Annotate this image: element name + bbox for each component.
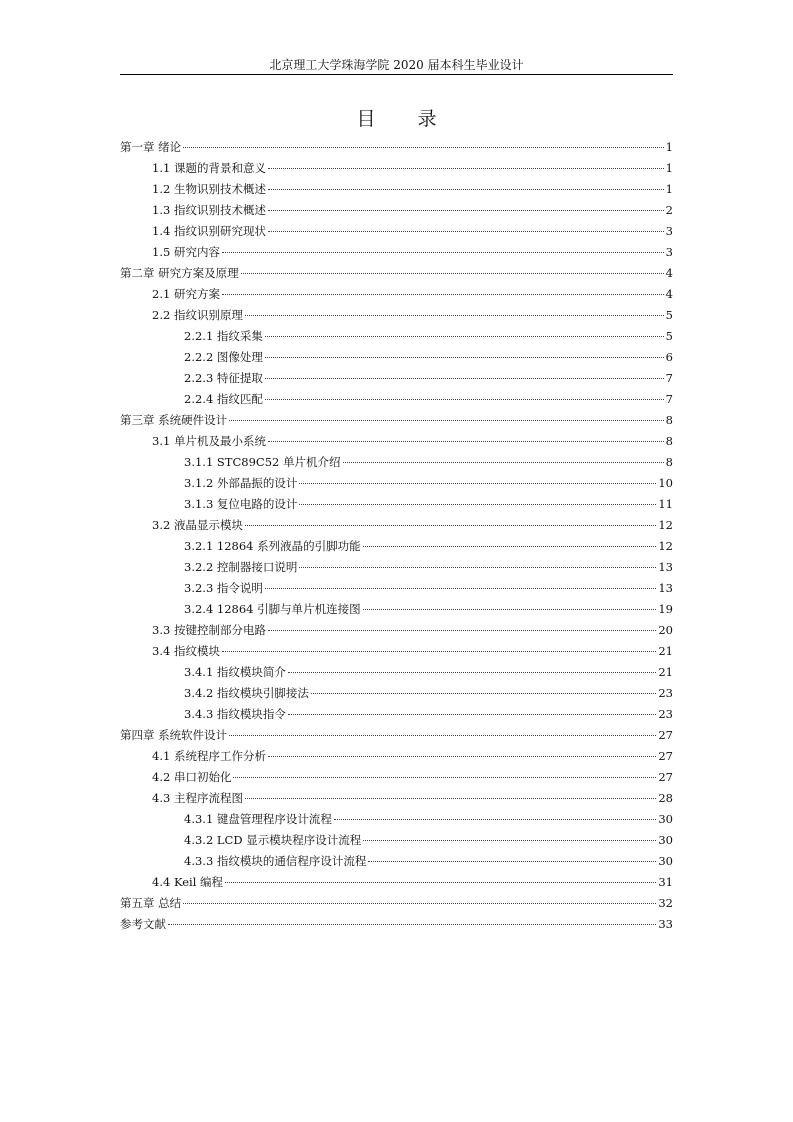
dot-leader	[265, 357, 664, 358]
toc-entry[interactable]	[120, 727, 673, 748]
toc-entry-page-number: 5	[665, 308, 673, 322]
toc-entry-label: 第三章 系统硬件设计	[120, 413, 228, 427]
toc-entry-page-number: 7	[665, 371, 673, 385]
dot-leader	[299, 483, 656, 484]
toc-entry-label: 3.2.3 指令说明	[184, 581, 263, 595]
toc-entry[interactable]	[120, 874, 673, 895]
toc-entry[interactable]	[120, 328, 673, 349]
dot-leader	[245, 525, 656, 526]
toc-entry[interactable]	[120, 475, 673, 496]
toc-entry[interactable]	[120, 391, 673, 412]
toc-entry-label: 2.1 研究方案	[152, 287, 220, 301]
toc-entry-page-number: 12	[658, 518, 673, 532]
toc-entry-page-number: 23	[658, 686, 673, 700]
dot-leader	[288, 714, 656, 715]
toc-entry[interactable]	[120, 916, 673, 937]
dot-leader	[268, 168, 664, 169]
toc-entry-label: 3.4.3 指纹模块指令	[184, 707, 286, 721]
toc-entry[interactable]	[120, 307, 673, 328]
toc-entry-label: 3.2.2 控制器接口说明	[184, 560, 298, 574]
toc-entry-label: 3.1 单片机及最小系统	[152, 434, 266, 448]
toc-entry-label: 4.3.1 键盘管理程序设计流程	[184, 812, 332, 826]
toc-entry-label: 2.2.4 指纹匹配	[184, 392, 263, 406]
toc-entry-label: 1.2 生物识别技术概述	[152, 182, 266, 196]
dot-leader	[363, 546, 657, 547]
header-rule	[120, 74, 673, 75]
toc-entry-label: 3.1.2 外部晶振的设计	[184, 476, 298, 490]
toc-entry-label: 参考文献	[120, 917, 166, 931]
dot-leader	[222, 294, 664, 295]
toc-entry-label: 3.1.3 复位电路的设计	[184, 497, 298, 511]
dot-leader	[265, 378, 664, 379]
toc-entry-page-number: 27	[658, 749, 673, 763]
dot-leader	[268, 756, 656, 757]
toc-entry[interactable]	[120, 370, 673, 391]
toc-entry-label: 4.3.3 指纹模块的通信程序设计流程	[184, 854, 367, 868]
toc-entry[interactable]	[120, 580, 673, 601]
toc-entry-label: 3.4.1 指纹模块简介	[184, 665, 286, 679]
dot-leader	[265, 588, 656, 589]
toc-entry-label: 2.2.2 图像处理	[184, 350, 263, 364]
dot-leader	[168, 924, 656, 925]
dot-leader	[183, 903, 656, 904]
toc-entry-page-number: 27	[658, 728, 673, 742]
toc-entry[interactable]	[120, 685, 673, 706]
toc-entry-label: 3.4.2 指纹模块引脚接法	[184, 686, 309, 700]
dot-leader	[245, 798, 656, 799]
toc-entry[interactable]	[120, 895, 673, 916]
dot-leader	[183, 147, 664, 148]
toc-entry-page-number: 30	[658, 812, 673, 826]
toc-entry[interactable]	[120, 286, 673, 307]
dot-leader	[225, 882, 656, 883]
toc-entry-page-number: 7	[665, 392, 673, 406]
toc-entry-page-number: 12	[658, 539, 673, 553]
dot-leader	[229, 420, 664, 421]
dot-leader	[241, 273, 664, 274]
dot-leader	[268, 210, 664, 211]
dot-leader	[368, 861, 656, 862]
dot-leader	[363, 840, 656, 841]
toc-entry-page-number: 1	[665, 182, 673, 196]
toc-entry[interactable]	[120, 517, 673, 538]
toc-entry[interactable]	[120, 643, 673, 664]
toc-entry-label: 第五章 总结	[120, 896, 182, 910]
toc-entry-page-number: 30	[658, 833, 673, 847]
toc-entry[interactable]	[120, 706, 673, 727]
toc-entry-label: 第一章 绪论	[120, 140, 182, 154]
dot-leader	[265, 336, 664, 337]
toc-entry-page-number: 5	[665, 329, 673, 343]
toc-entry[interactable]	[120, 202, 673, 223]
toc-entry-page-number: 1	[665, 140, 673, 154]
toc-entry-page-number: 4	[665, 266, 673, 280]
table-of-contents	[120, 139, 673, 937]
toc-entry-page-number: 3	[665, 224, 673, 238]
toc-entry-page-number: 31	[658, 875, 673, 889]
toc-entry[interactable]	[120, 538, 673, 559]
toc-entry-page-number: 8	[665, 434, 673, 448]
toc-entry-page-number: 11	[658, 497, 673, 511]
toc-entry-label: 2.2 指纹识别原理	[152, 308, 243, 322]
toc-entry-page-number: 33	[658, 917, 673, 931]
toc-entry[interactable]	[120, 601, 673, 622]
dot-leader	[233, 777, 656, 778]
dot-leader	[268, 231, 664, 232]
toc-entry-label: 4.4 Keil 编程	[152, 875, 224, 889]
toc-entry-label: 4.3 主程序流程图	[152, 791, 243, 805]
toc-entry-label: 4.2 串口初始化	[152, 770, 232, 784]
toc-entry-page-number: 2	[665, 203, 673, 217]
toc-entry[interactable]	[120, 244, 673, 265]
toc-entry[interactable]	[120, 412, 673, 433]
toc-entry-label: 1.3 指纹识别技术概述	[152, 203, 266, 217]
toc-entry-label: 第四章 系统软件设计	[120, 728, 228, 742]
toc-entry-label: 3.1.1 STC89C52 单片机介绍	[184, 455, 341, 469]
toc-entry[interactable]	[120, 181, 673, 202]
toc-entry[interactable]	[120, 160, 673, 181]
toc-entry-page-number: 20	[658, 623, 673, 637]
dot-leader	[334, 819, 656, 820]
toc-entry-page-number: 30	[658, 854, 673, 868]
toc-entry[interactable]	[120, 559, 673, 580]
toc-entry-page-number: 8	[665, 455, 673, 469]
toc-entry[interactable]	[120, 265, 673, 286]
dot-leader	[268, 189, 664, 190]
toc-entry-label: 第二章 研究方案及原理	[120, 266, 239, 280]
dot-leader	[343, 462, 664, 463]
toc-entry-page-number: 13	[658, 560, 673, 574]
toc-entry[interactable]	[120, 664, 673, 685]
toc-entry-label: 2.2.3 特征提取	[184, 371, 263, 385]
dot-leader	[245, 315, 664, 316]
toc-entry-label: 3.2.4 12864 引脚与单片机连接图	[184, 602, 361, 616]
toc-entry-label: 4.1 系统程序工作分析	[152, 749, 266, 763]
toc-entry-label: 1.1 课题的背景和意义	[152, 161, 266, 175]
toc-entry-page-number: 23	[658, 707, 673, 721]
toc-entry-label: 2.2.1 指纹采集	[184, 329, 263, 343]
toc-entry-label: 1.4 指纹识别研究现状	[152, 224, 266, 238]
toc-entry-label: 1.5 研究内容	[152, 245, 220, 259]
toc-title: 目 录	[356, 108, 455, 130]
dot-leader	[299, 567, 656, 568]
toc-entry-label: 3.2 液晶显示模块	[152, 518, 243, 532]
toc-entry[interactable]	[120, 748, 673, 769]
toc-entry[interactable]	[120, 769, 673, 790]
dot-leader	[222, 651, 656, 652]
toc-entry[interactable]	[120, 622, 673, 643]
toc-entry-page-number: 4	[665, 287, 673, 301]
toc-entry-page-number: 32	[658, 896, 673, 910]
toc-entry[interactable]	[120, 223, 673, 244]
dot-leader	[268, 441, 664, 442]
toc-entry-page-number: 19	[658, 602, 673, 616]
dot-leader	[311, 693, 656, 694]
toc-entry[interactable]	[120, 853, 673, 874]
dot-leader	[222, 252, 664, 253]
toc-entry-page-number: 3	[665, 245, 673, 259]
toc-entry-page-number: 8	[665, 413, 673, 427]
toc-entry[interactable]	[120, 349, 673, 370]
dot-leader	[363, 609, 657, 610]
toc-entry-page-number: 27	[658, 770, 673, 784]
toc-entry-page-number: 21	[658, 665, 673, 679]
toc-entry-page-number: 1	[665, 161, 673, 175]
toc-entry-label: 3.4 指纹模块	[152, 644, 220, 658]
toc-entry-page-number: 10	[658, 476, 673, 490]
toc-entry-label: 4.3.2 LCD 显示模块程序设计流程	[184, 833, 362, 847]
toc-entry[interactable]	[120, 832, 673, 853]
dot-leader	[288, 672, 656, 673]
dot-leader	[229, 735, 656, 736]
dot-leader	[265, 399, 664, 400]
toc-entry[interactable]	[120, 433, 673, 454]
toc-entry[interactable]	[120, 496, 673, 517]
toc-entry-page-number: 6	[665, 350, 673, 364]
toc-entry-page-number: 21	[658, 644, 673, 658]
dot-leader	[299, 504, 656, 505]
toc-entry-label: 3.2.1 12864 系列液晶的引脚功能	[184, 539, 361, 553]
toc-entry-page-number: 28	[658, 791, 673, 805]
running-header: 北京理工大学珠海学院 2020 届本科生毕业设计	[269, 58, 524, 72]
toc-entry-page-number: 13	[658, 581, 673, 595]
toc-entry[interactable]	[120, 139, 673, 160]
dot-leader	[268, 630, 656, 631]
toc-entry-label: 3.3 按键控制部分电路	[152, 623, 266, 637]
toc-entry[interactable]	[120, 790, 673, 811]
toc-entry[interactable]	[120, 454, 673, 475]
toc-entry[interactable]	[120, 811, 673, 832]
